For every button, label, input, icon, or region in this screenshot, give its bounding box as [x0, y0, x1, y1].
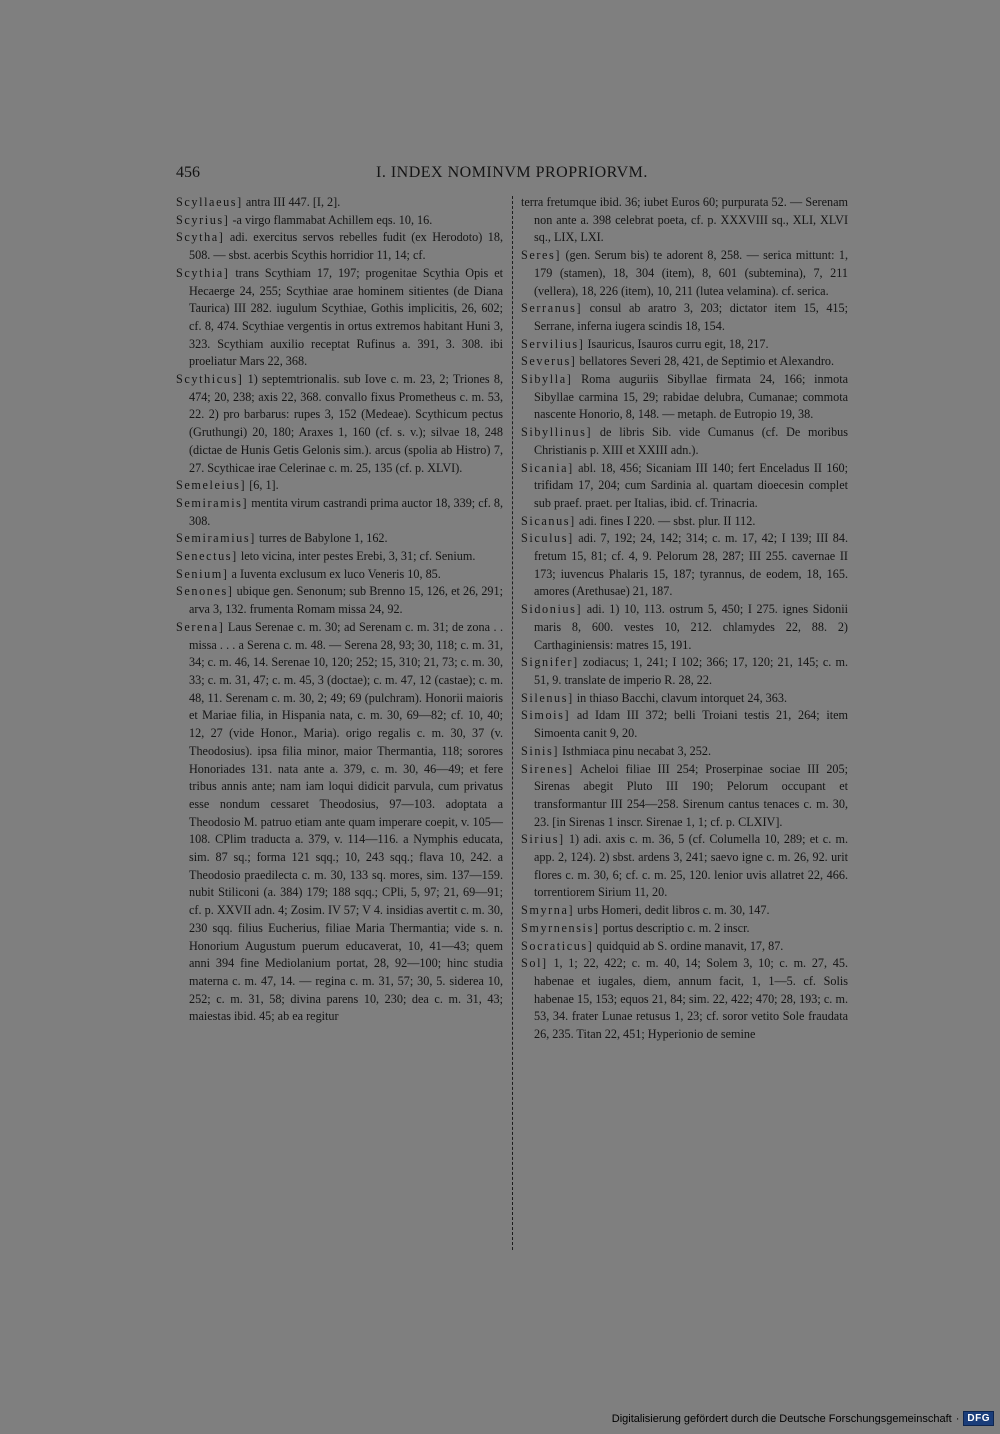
entry-lemma: Servilius] — [521, 336, 585, 351]
index-entry — [521, 336, 848, 354]
index-entry — [176, 619, 503, 1026]
index-entry — [521, 371, 848, 424]
index-entry — [176, 265, 503, 371]
entry-lemma: Signifer] — [521, 655, 579, 670]
entry-lemma: Sibylla] — [521, 372, 573, 387]
entry-text: Isauricus, Isauros curru egit, 18, 217. — [587, 336, 769, 351]
index-entry — [521, 194, 848, 247]
dfg-logo: DFG — [963, 1411, 994, 1426]
entry-lemma: Scytha] — [176, 230, 225, 245]
index-entry — [521, 353, 848, 371]
index-entry — [521, 743, 848, 761]
entry-lemma: Semiramis] — [176, 495, 249, 510]
entry-text: portus descriptio c. m. 2 inscr. — [602, 920, 750, 935]
index-entry — [521, 424, 848, 459]
running-title: I. INDEX NOMINVM PROPRIORVM. — [376, 164, 648, 181]
entry-text: a Iuventa exclusum ex luco Veneris 10, 85. — [231, 566, 441, 581]
entry-lemma: Serranus] — [521, 301, 583, 316]
entry-lemma: Sicania] — [521, 460, 574, 475]
entry-lemma: Senectus] — [176, 549, 238, 564]
entry-lemma: Sirius] — [521, 832, 565, 847]
entry-lemma: Sibyllinus] — [521, 425, 593, 440]
entry-text: turres de Babylone 1, 162. — [258, 531, 388, 546]
entry-lemma: Sidonius] — [521, 602, 583, 617]
entry-text: Isthmiaca pinu necabat 3, 252. — [562, 743, 712, 758]
index-entry — [521, 530, 848, 601]
index-entry — [176, 194, 503, 212]
entry-text: adi. fines I 220. — sbst. plur. II 112. — [578, 513, 756, 528]
entry-lemma: Sicanus] — [521, 513, 576, 528]
entry-lemma: Siculus] — [521, 531, 574, 546]
index-entry — [521, 761, 848, 832]
entry-text: antra III 447. [I, 2]. — [245, 195, 341, 209]
entry-lemma: Senium] — [176, 566, 229, 581]
page-header — [176, 160, 848, 186]
funding-note: Digitalisierung gefördert durch die Deutsche Forschungsgemeinschaft — [611, 1412, 952, 1425]
entry-text: 1) septemtrionalis. sub Iove c. m. 23, 2; Triones 8, 474; 20, 238; axis 22, 368. convallo fixus Prometheus c. m. 53, 22. 2) pro barbarus: rupes 3, 152 (Medeae). Scythicum pectus (Gruthungi) 20, 180; Araxes 1, 160 (cf. s. v.); silvae 18, 248 (dictae de Hunis Getis Gelonis sim.). arcus (spolia ab Histro) 7, 27. Scythicae irae Celerinae c. m. 25, 135 (cf. p. XLVI). — [189, 372, 503, 475]
entry-text: urbs Homeri, dedit libros c. m. 30, 147. — [577, 903, 770, 918]
index-entry — [176, 477, 503, 495]
entry-lemma: Scythia] — [176, 265, 230, 280]
entry-text: Roma auguriis Sibyllae firmata 24, 166; inmota Sibyllae carmina 15, 29; rabidae delubra, Cumanae; commota nascente Honorio, 8, 148. — metaph. de Eutropio 19, 38. — [534, 372, 848, 422]
entry-text: Acheloi filiae III 254; Proserpinae sociae III 205; Sirenas abegit Pluto III 190; Pelorum occupant et transformantur III 254—258. Sirenum cantus tenaces c. m. 30, 23. [in Sirenas 1 inscr. Sirenae 1, 1; cf. p. CLXIV]. — [534, 761, 848, 829]
entry-text: mentita virum castrandi prima auctor 18, 339; cf. 8, 308. — [189, 495, 503, 528]
index-entry — [176, 583, 503, 618]
index-entry — [176, 495, 503, 530]
entry-lemma: Sinis] — [521, 743, 560, 758]
entry-text: adi. exercitus servos rebelles fudit (ex Herodoto) 18, 508. — sbst. acerbis Scythis horridior 11, 14; cf. — [189, 230, 503, 263]
index-entry — [521, 938, 848, 956]
entry-lemma: Senones] — [176, 584, 234, 599]
entry-text: (gen. Serum bis) te adorent 8, 258. — serica mittunt: 1, 179 (stamen), 18, 304 (item), 8, 601 (subtemina), 7, 211 (vellera), 18, 226 (item), 10, 211 (lutea velamina). cf. serica. — [534, 248, 848, 298]
entry-text: in thiaso Bacchi, clavum intorquet 24, 363. — [576, 690, 787, 705]
index-entry — [521, 955, 848, 1044]
index-entry — [521, 690, 848, 708]
entry-lemma: Scyllaeus] — [176, 195, 243, 209]
entry-text: -a virgo flammabat Achillem eqs. 10, 16. — [232, 212, 433, 227]
entry-text: adi. 1) 10, 113. ostrum 5, 450; I 275. ignes Sidonii maris 8, 600. vestes 10, 212. chlamydes 22, 88. 2) Carthaginiensis: matres 15, 191. — [534, 602, 848, 652]
index-entry — [176, 229, 503, 264]
entry-lemma: Seres] — [521, 248, 562, 263]
left-column — [176, 194, 503, 1026]
entry-lemma: Smyrnensis] — [521, 920, 600, 935]
index-entry — [521, 902, 848, 920]
index-entry — [521, 707, 848, 742]
entry-text: adi. 7, 192; 24, 142; 314; c. m. 17, 42; I 139; III 84. fretum 15, 81; cf. 4, 9. Pelorum 28, 287; III 255. cavernae II 173; iuvencus Phalaris 15, 187; tyrannus, de eodem, 18, 165. amores (Arethusae) 21, 187. — [534, 531, 848, 599]
index-entry — [176, 371, 503, 477]
entry-text: bellatores Severi 28, 421, de Septimio et Alexandro. — [579, 354, 835, 369]
index-entry — [521, 920, 848, 938]
entry-text: trans Scythiam 17, 197; progenitae Scythia Opis et Hecaerge 24, 255; Scythiae arae hominem sitientes (de Diana Taurica) III 282. iugulum Scythiae, Gothis implicitis, 26, 602; cf. 8, 474. Scythiae vergentis in ortus extremos habitant Huni 3, 323. Scythiam auxilio receptat Rufinus a. 391, 3. 308. ibi proeliatur Mars 22, 368. — [189, 265, 503, 369]
index-entry — [176, 566, 503, 584]
entry-lemma: Sol] — [521, 956, 548, 971]
entry-lemma: Scyrius] — [176, 212, 230, 227]
index-entry — [521, 831, 848, 902]
entry-text: 1) adi. axis c. m. 36, 5 (cf. Columella 10, 289; et c. m. app. 2, 124). 2) sbst. ardens 3, 241; saevo igne c. m. 26, 92. urit flores c. m. 30, 6; cf. c. m. 25, 120. lenior uvis allatret 22, 466. torrentiorem Sirium 11, 20. — [534, 832, 849, 900]
entry-lemma: Serena] — [176, 619, 225, 634]
entry-lemma: Simois] — [521, 708, 571, 723]
index-entry — [176, 212, 503, 230]
entry-lemma: Socraticus] — [521, 938, 594, 953]
right-column — [521, 194, 848, 1044]
entry-text: [6, 1]. — [249, 478, 279, 493]
index-entry — [521, 460, 848, 513]
index-entry — [521, 654, 848, 689]
entry-lemma: Semeleius] — [176, 478, 247, 493]
entry-text: 1, 1; 22, 422; c. m. 40, 14; Solem 3, 10; c. m. 27, 45. habenae et iugales, diem, annum facit, 1, 1—5. cf. Solis habenae 15, 153; equos 21, 84; sim. 22, 422; 470; 28, 193; c. m. 53, 34. frater Lunae retusus 1, 23; cf. soror vetito Sole fraudata 26, 235. Titan 22, 451; Hyperionio de semine — [534, 956, 848, 1042]
entry-text: abl. 18, 456; Sicaniam III 140; fert Enceladus II 160; trifidam 17, 204; cum Sardinia al. quartam dioecesin complet sub praef. praet. per Italias, ibid. cf. Trinacria. — [534, 460, 848, 510]
entry-text: Laus Serenae c. m. 30; ad Serenam c. m. 31; de zona . . missa . . . a Serena c. m. 48. — Serena 28, 93; 30, 118; c. m. 31, 34; c. m. 46, 14. Serenae 10, 120; 252; 15, 310; 21, 73; c. m. 30, 33; c. m. 31, 47; c. m. 45, 3 (doctae); c. m. 47, 12 (castae); c. m. 48, 11. Serenam c. m. 30, 2; 49; 69 (pulchram). Honorii maioris et Mariae filia, in Hispania nata, c. m. 30, 69—82; cf. 10, 40; 12, 27 (vide Honor., Maria). origo regalis c. m. 30, 37 (v. Theodosius). ipsa filia minor, maior Thermantia, 118; sorores Honoriades 131. nata ante a. 379, c. m. 30, 46—49; et fere tribus annis ante; nam iam loqui didicit parvula, cum privatus esse nondum cessaret Theodosius, 97—103. adoptata a Theodosio M. patruo etiam ante quam imperare coepit, v. 105—108. CPlim traducta a. 379, v. 114—116. a Nymphis educata, sim. 87 sq.; forma 121 sqq.; 10, 243 sqq.; flava 10, 242. a Theodosio praedilecta c. m. 30, 133 sq. mores, sim. 137—159. nubit Stiliconi (a. 384) 179; 188 sqq.; CPli, 5, 97; 21, 69—91; cf. p. XXVII adn. 4; Zosim. IV 57; V 4. insidias avertit c. m. 30, 230 sqq. filius Eucherius, filiae Maria Thermantia; vide s. n. Honorium Augustum puerum educaverat, 10, 41—43; quem anni 394 fine Mediolanium portat, 28, 92—100; hinc studia materna c. m. 47, 14. — regina c. m. 31, 57; 30, 5. siderea 10, 252; c. m. 31, 58; divina parens 10, 230; dea c. m. 31, 43; maiestas ibid. 45; ab ea regitur — [189, 619, 503, 1024]
entry-text: terra fretumque ibid. 36; iubet Euros 60; purpurata 52. — Serenam non ante a. 398 celebrat poeta, cf. p. XXXVIII sq., XLI, XLVI sq., LIX, LXI. — [521, 195, 848, 245]
entry-lemma: Smyrna] — [521, 903, 575, 918]
entry-text: de libris Sib. vide Cumanus (cf. De moribus Christianis p. XIII et XXIII adn.). — [534, 425, 849, 457]
footer: Digitalisierung gefördert durch die Deutsche Forschungsgemeinschaft · DFG — [612, 1411, 994, 1426]
page-number: 456 — [176, 164, 200, 181]
entry-text: leto vicina, inter pestes Erebi, 3, 31; cf. Senium. — [240, 549, 476, 564]
entry-lemma: Silenus] — [521, 690, 574, 705]
entry-lemma: Semiramius] — [176, 531, 256, 546]
index-entry — [521, 601, 848, 654]
entry-lemma: Severus] — [521, 354, 577, 369]
entry-text: ad Idam III 372; belli Troiani testis 21, 264; item Simoenta canit 9, 20. — [534, 708, 849, 741]
index-entry — [176, 548, 503, 566]
index-entry — [521, 247, 848, 300]
entry-lemma: Sirenes] — [521, 761, 574, 776]
entry-text: consul ab aratro 3, 203; dictator item 15, 415; Serrane, inferna iugera scindis 18, 154. — [534, 301, 848, 333]
entry-text: ubique gen. Senonum; sub Brenno 15, 126, et 26, 291; arva 3, 132. frumenta Romam missa 24, 92. — [189, 584, 504, 617]
index-entry — [176, 530, 503, 548]
entry-text: quidquid ab S. ordine manavit, 17, 87. — [596, 938, 784, 953]
entry-text: zodiacus; 1, 241; I 102; 366; 17, 120; 21, 145; c. m. 51, 9. translate de imperio R. 28, 22. — [534, 655, 848, 687]
index-entry — [521, 300, 848, 335]
index-entry — [521, 513, 848, 531]
column-divider — [512, 196, 513, 1250]
entry-lemma: Scythicus] — [176, 372, 244, 387]
